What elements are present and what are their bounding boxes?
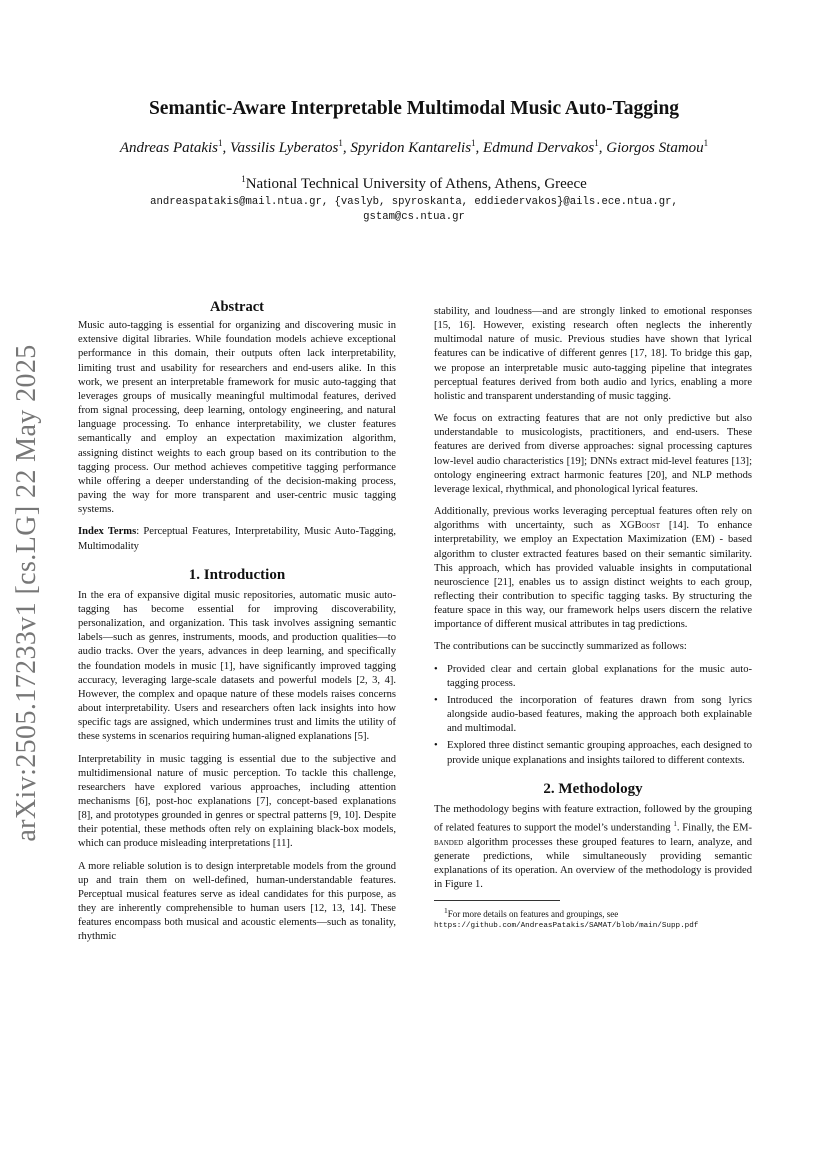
- section-heading-methodology: 2. Methodology: [543, 780, 643, 797]
- affiliation-text: National Technical University of Athens, Athens, Greece: [245, 176, 587, 192]
- arxiv-side-stamp: [4, 325, 50, 860]
- xgboost-term: XGBoost: [619, 520, 661, 532]
- text-run: The methodology begins with feature extraction, followed by the grouping of related features to support the model’s understanding: [434, 803, 752, 834]
- abstract-heading: Abstract: [210, 299, 264, 315]
- author-affiliation-mark: 1: [703, 138, 709, 148]
- author-name: Spyridon Kantarelis: [350, 140, 472, 156]
- author-affiliation-mark: 1: [218, 138, 223, 148]
- right-column: [434, 305, 752, 932]
- abstract-text: Music auto-tagging is essential for organizing and discovering music in extensive digital libraries. While foundation models achieve exceptional performance in this domain, their outputs often lack interpretability, limiting trust and usability for researchers and end-users alike. In this work, we present an interpretable framework for music auto-tagging that leverages groups of musically meaningful multimodal features, derived from signal processing, deep learning, ontology engineering, and natural language processing. To enhance interpretability, we cluster features semantically and employ an expectation maximization algorithm, assigning distinct weights to each group based on its contribution to the tagging process. Our method achieves competitive tagging performance while offering a deeper understanding of the decision-making process, paving the way for more transparent and user-centric music tagging systems.: [78, 320, 396, 516]
- body-paragraph: A more reliable solution is to design interpretable models from the ground up and train them on well-defined, human-understandable features. Perceptual musical features serve as ideal candidates for this purpose, as they are inherently comprehensible to human users [12, 13, 14]. These features encompass both musical and acoustic elements—such as tonality, rhythmic: [78, 860, 396, 943]
- email-line: gstam@cs.ntua.gr: [363, 211, 465, 223]
- author-name: Andreas Patakis: [119, 140, 219, 156]
- affiliation-mark: 1: [241, 174, 246, 184]
- body-paragraph: Interpretability in music tagging is essential due to the subjective and multidimensional nature of music perception. To tackle this challenge, researchers have explored various approaches, including attention mechanisms [6], post-hoc explanations [7], concept-based explanations [8], and prototypes grounded in genres or spectral patterns [9, 10]. Despite their potential, these methods often rely on explaining black-box models, which can produce misleading interpretations [11].: [78, 753, 396, 850]
- author-name: Giorgos Stamou: [606, 140, 704, 156]
- list-item: • Introduced the incorporation of features drawn from song lyrics alongside audio-based features, making the approach both explainable and multimodal.: [434, 694, 752, 736]
- body-paragraph: In the era of expansive digital music repositories, automatic music auto-tagging has become essential for improving discoverability, personalization, and organization. This task involves assigning semantic labels—such as genres, instruments, moods, and production qualities—to audio tracks. Over the years, advances in deep learning, and specifically the foundation models in music [1], have significantly improved tagging accuracy, leveraging large-scale datasets and powerful models [2, 3, 4]. However, the complex and opaque nature of these models raises concerns about interpretability. Users and researchers often lack insights into how specific tags are assigned, which undermines trust and limits the utility of these systems in scenarios requiring human-aligned explanations [5].: [78, 589, 396, 743]
- footnote-divider: [434, 900, 560, 901]
- paper-title: Semantic-Aware Interpretable Multimodal Music Auto-Tagging: [148, 98, 680, 119]
- footnote-reference: 1: [673, 820, 677, 828]
- body-paragraph: [434, 803, 752, 892]
- footnote-text: For more details on features and groupings, see: [447, 909, 619, 920]
- list-item: • Provided clear and certain global explanations for the music auto-tagging process.: [434, 663, 752, 691]
- author-list: Andreas Patakis$^1$, Vassilis Lyberatos$^1$, Spyridon Kantarelis$^1$, Edmund Dervakos$^1$, Giorgos Stamou$^1$: [119, 138, 709, 156]
- left-column: [78, 300, 396, 953]
- author-affiliation-mark: 1: [338, 138, 343, 148]
- footnote-mark: 1: [444, 906, 448, 916]
- index-terms-text: : Perceptual Features, Interpretability, Music Auto-Tagging, Multimodality: [78, 526, 397, 552]
- index-terms: [78, 525, 396, 553]
- author-emails: [80, 195, 748, 225]
- body-paragraph: We focus on extracting features that are not only predictive but also understandable to musicologists, practitioners, and end-users. These features are derived from diverse approaches: signal processing captures low-level audio characteristics [19]; DNNs extract mid-level features [13]; ontology engineering extract harmonic features [20], and NLP methods leverage lexical, rhythmical, and phonological lyrical features.: [434, 413, 752, 495]
- text-run: Additionally, previous works leveraging perceptual features often rely on algorithms with uncertainty, such as: [434, 506, 752, 532]
- em-banded-term: EM-banded: [434, 822, 752, 848]
- author-affiliation-mark: 1: [471, 138, 476, 148]
- author-name: Vassilis Lyberatos: [230, 140, 339, 156]
- affiliation: [0, 174, 828, 193]
- body-paragraph: stability, and loudness—and are strongly linked to emotional responses [15, 16]. However, existing research often neglects the inherently multimodal nature of music. Previous studies have shown that lyrical features can be indicative of different genres [17, 18]. To bridge this gap, we propose an interpretable music auto-tagging pipeline that integrates perceptual features derived from both audio and lyrics, enabling a more holistic and transparent understanding of music tagging.: [434, 306, 752, 402]
- index-terms-label: Index Terms: [78, 526, 137, 538]
- contributions-list: [434, 663, 752, 768]
- body-paragraph: [434, 505, 752, 632]
- footnote-url[interactable]: https://github.com/AndreasPatakis/SAMAT/blob/main/Supp.pdf: [434, 922, 699, 931]
- text-run: [14]. To enhance interpretability, we employ an Expectation Maximization (EM) - based algorithm to cluster extracted features based on their semantic similarity. This approach, which has provided valuable insights in computational neuroscience [21], enables us to assign distinct weights to each group, reflecting their contribution to specific tagging tasks. By structuring the feature space in this way, our framework helps users discern the relative importance of different musical attributes in tag predictions.: [434, 520, 753, 631]
- author-name: Edmund Dervakos: [483, 140, 595, 156]
- text-run: algorithm processes these grouped features to learn, analyze, and generate predictions, while simultaneously providing semantic explanations of its operation. An overview of the methodology is provided in Figure 1.: [434, 836, 752, 891]
- list-item: • Explored three distinct semantic grouping approaches, each designed to provide unique explanations and insights tailored to different contexts.: [434, 739, 752, 767]
- email-line: andreaspatakis@mail.ntua.gr, {vaslyb, spyroskanta, eddiedervakos}@ails.ece.ntua.gr,: [150, 196, 678, 208]
- footnote: [434, 905, 752, 932]
- text-run: . Finally, the: [676, 822, 733, 834]
- body-paragraph: The contributions can be succinctly summarized as follows:: [434, 641, 687, 653]
- author-affiliation-mark: 1: [594, 138, 599, 148]
- section-heading-introduction: 1. Introduction: [188, 566, 286, 583]
- arxiv-identifier: arXiv:2505.17233v1 [cs.LG] 22 May 2025: [11, 343, 42, 842]
